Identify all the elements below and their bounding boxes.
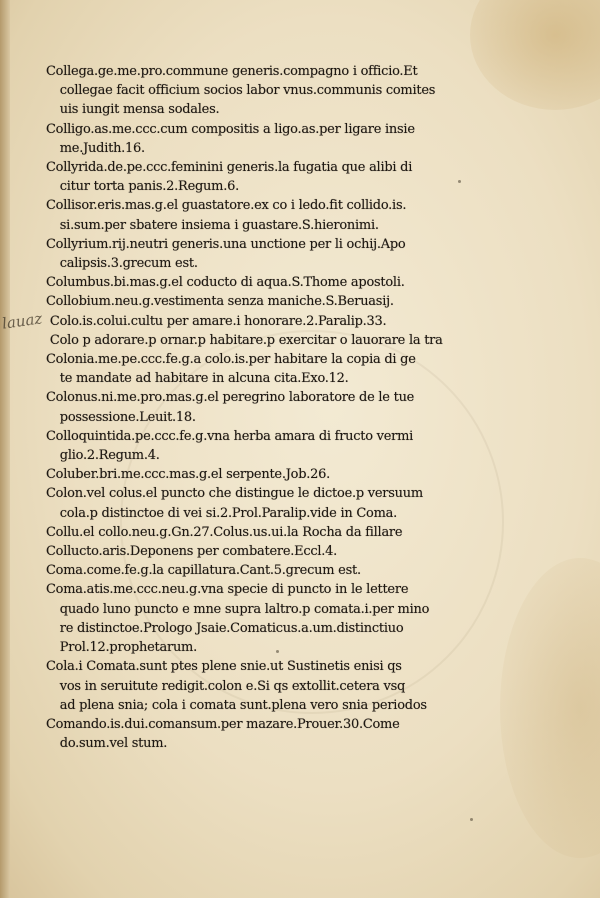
text-line: re distinctoe.Prologo Jsaie.Comaticus.a.um.distinctiuo bbox=[59, 620, 404, 636]
text-line: Colo.is.colui.cultu per amare.i honorare.2.Paralip.33. bbox=[49, 313, 387, 329]
text-line: quado luno puncto e mne supra laltro.p comata.i.per mino bbox=[59, 601, 430, 617]
text-line: Collisor.eris.mas.g.el guastatore.ex co i ledo.fit collido.is. bbox=[46, 198, 407, 214]
text-line: Prol.12.prophetarum. bbox=[59, 640, 197, 656]
text-line: collegae facit officium socios labor vnus.communis comites bbox=[59, 83, 436, 99]
text-line: Coma.come.fe.g.la capillatura.Cant.5.grecum est. bbox=[46, 563, 361, 579]
text-line: cola.p distinctoe di vei si.2.Prol.Paralip.vide in Coma. bbox=[59, 505, 398, 521]
text-line: Colo p adorare.p ornar.p habitare.p exercitar o lauorare la tra bbox=[49, 332, 443, 348]
text-line: calipsis.3.grecum est. bbox=[59, 256, 198, 272]
text-line: Colon.vel colus.el puncto che distingue le dictoe.p versuum bbox=[46, 486, 423, 502]
text-line: me.Judith.16. bbox=[59, 140, 145, 156]
page-gutter bbox=[0, 0, 10, 898]
text-line: Colonia.me.pe.ccc.fe.g.a colo.is.per habitare la copia di ge bbox=[46, 352, 416, 368]
text-line: Comando.is.dui.comansum.per mazare.Prouer.30.Come bbox=[46, 716, 400, 732]
text-line: ad plena snia; cola i comata sunt.plena vero snia periodos bbox=[59, 697, 427, 713]
text-line: vos in seruitute redigit.colon e.Si qs extollit.cetera vsq bbox=[59, 678, 406, 694]
text-line: uis iungit mensa sodales. bbox=[59, 102, 220, 118]
text-line: Collyrida.de.pe.ccc.feminini generis.la fugatia que alibi di bbox=[46, 160, 413, 176]
text-line: Collega.ge.me.pro.commune generis.compagno i officio.Et bbox=[46, 64, 418, 79]
ink-speck bbox=[458, 180, 461, 183]
text-line: Collobium.neu.g.vestimenta senza maniche.S.Beruasij. bbox=[46, 294, 394, 310]
text-line: Colloquintida.pe.ccc.fe.g.vna herba amara di fructo vermi bbox=[46, 428, 414, 444]
ink-speck bbox=[276, 650, 279, 653]
text-line: possessione.Leuit.18. bbox=[59, 409, 196, 425]
text-line: Colligo.as.me.ccc.cum compositis a ligo.as.per ligare insie bbox=[46, 121, 415, 137]
text-line: Columbus.bi.mas.g.el coducto di aqua.S.Thome apostoli. bbox=[46, 275, 405, 291]
text-line: Colonus.ni.me.pro.mas.g.el peregrino laboratore de le tue bbox=[46, 390, 415, 406]
marginal-note: lauaz bbox=[0, 309, 44, 333]
text-line: Collu.el collo.neu.g.Gn.27.Colus.us.ui.la Rocha da fillare bbox=[46, 524, 403, 540]
text-line: citur torta panis.2.Regum.6. bbox=[59, 179, 239, 195]
text-line: do.sum.vel stum. bbox=[59, 736, 168, 752]
text-line: si.sum.per sbatere insiema i guastare.S.hieronimi. bbox=[59, 217, 379, 233]
text-line: Collyrium.rij.neutri generis.una unctione per li ochij.Apo bbox=[46, 236, 406, 252]
text-line: glio.2.Regum.4. bbox=[59, 448, 160, 464]
ink-speck bbox=[470, 818, 473, 821]
text-column bbox=[46, 62, 516, 753]
text-line: te mandate ad habitare in alcuna cita.Exo.12. bbox=[59, 371, 349, 387]
text-line: Collucto.aris.Deponens per combatere.Eccl.4. bbox=[46, 544, 338, 560]
text-line: Cola.i Comata.sunt ptes plene snie.ut Sustinetis enisi qs bbox=[46, 659, 402, 675]
text-line: Coma.atis.me.ccc.neu.g.vna specie di puncto in le lettere bbox=[46, 582, 409, 598]
text-line: Coluber.bri.me.ccc.mas.g.el serpente.Job.26. bbox=[46, 467, 331, 483]
